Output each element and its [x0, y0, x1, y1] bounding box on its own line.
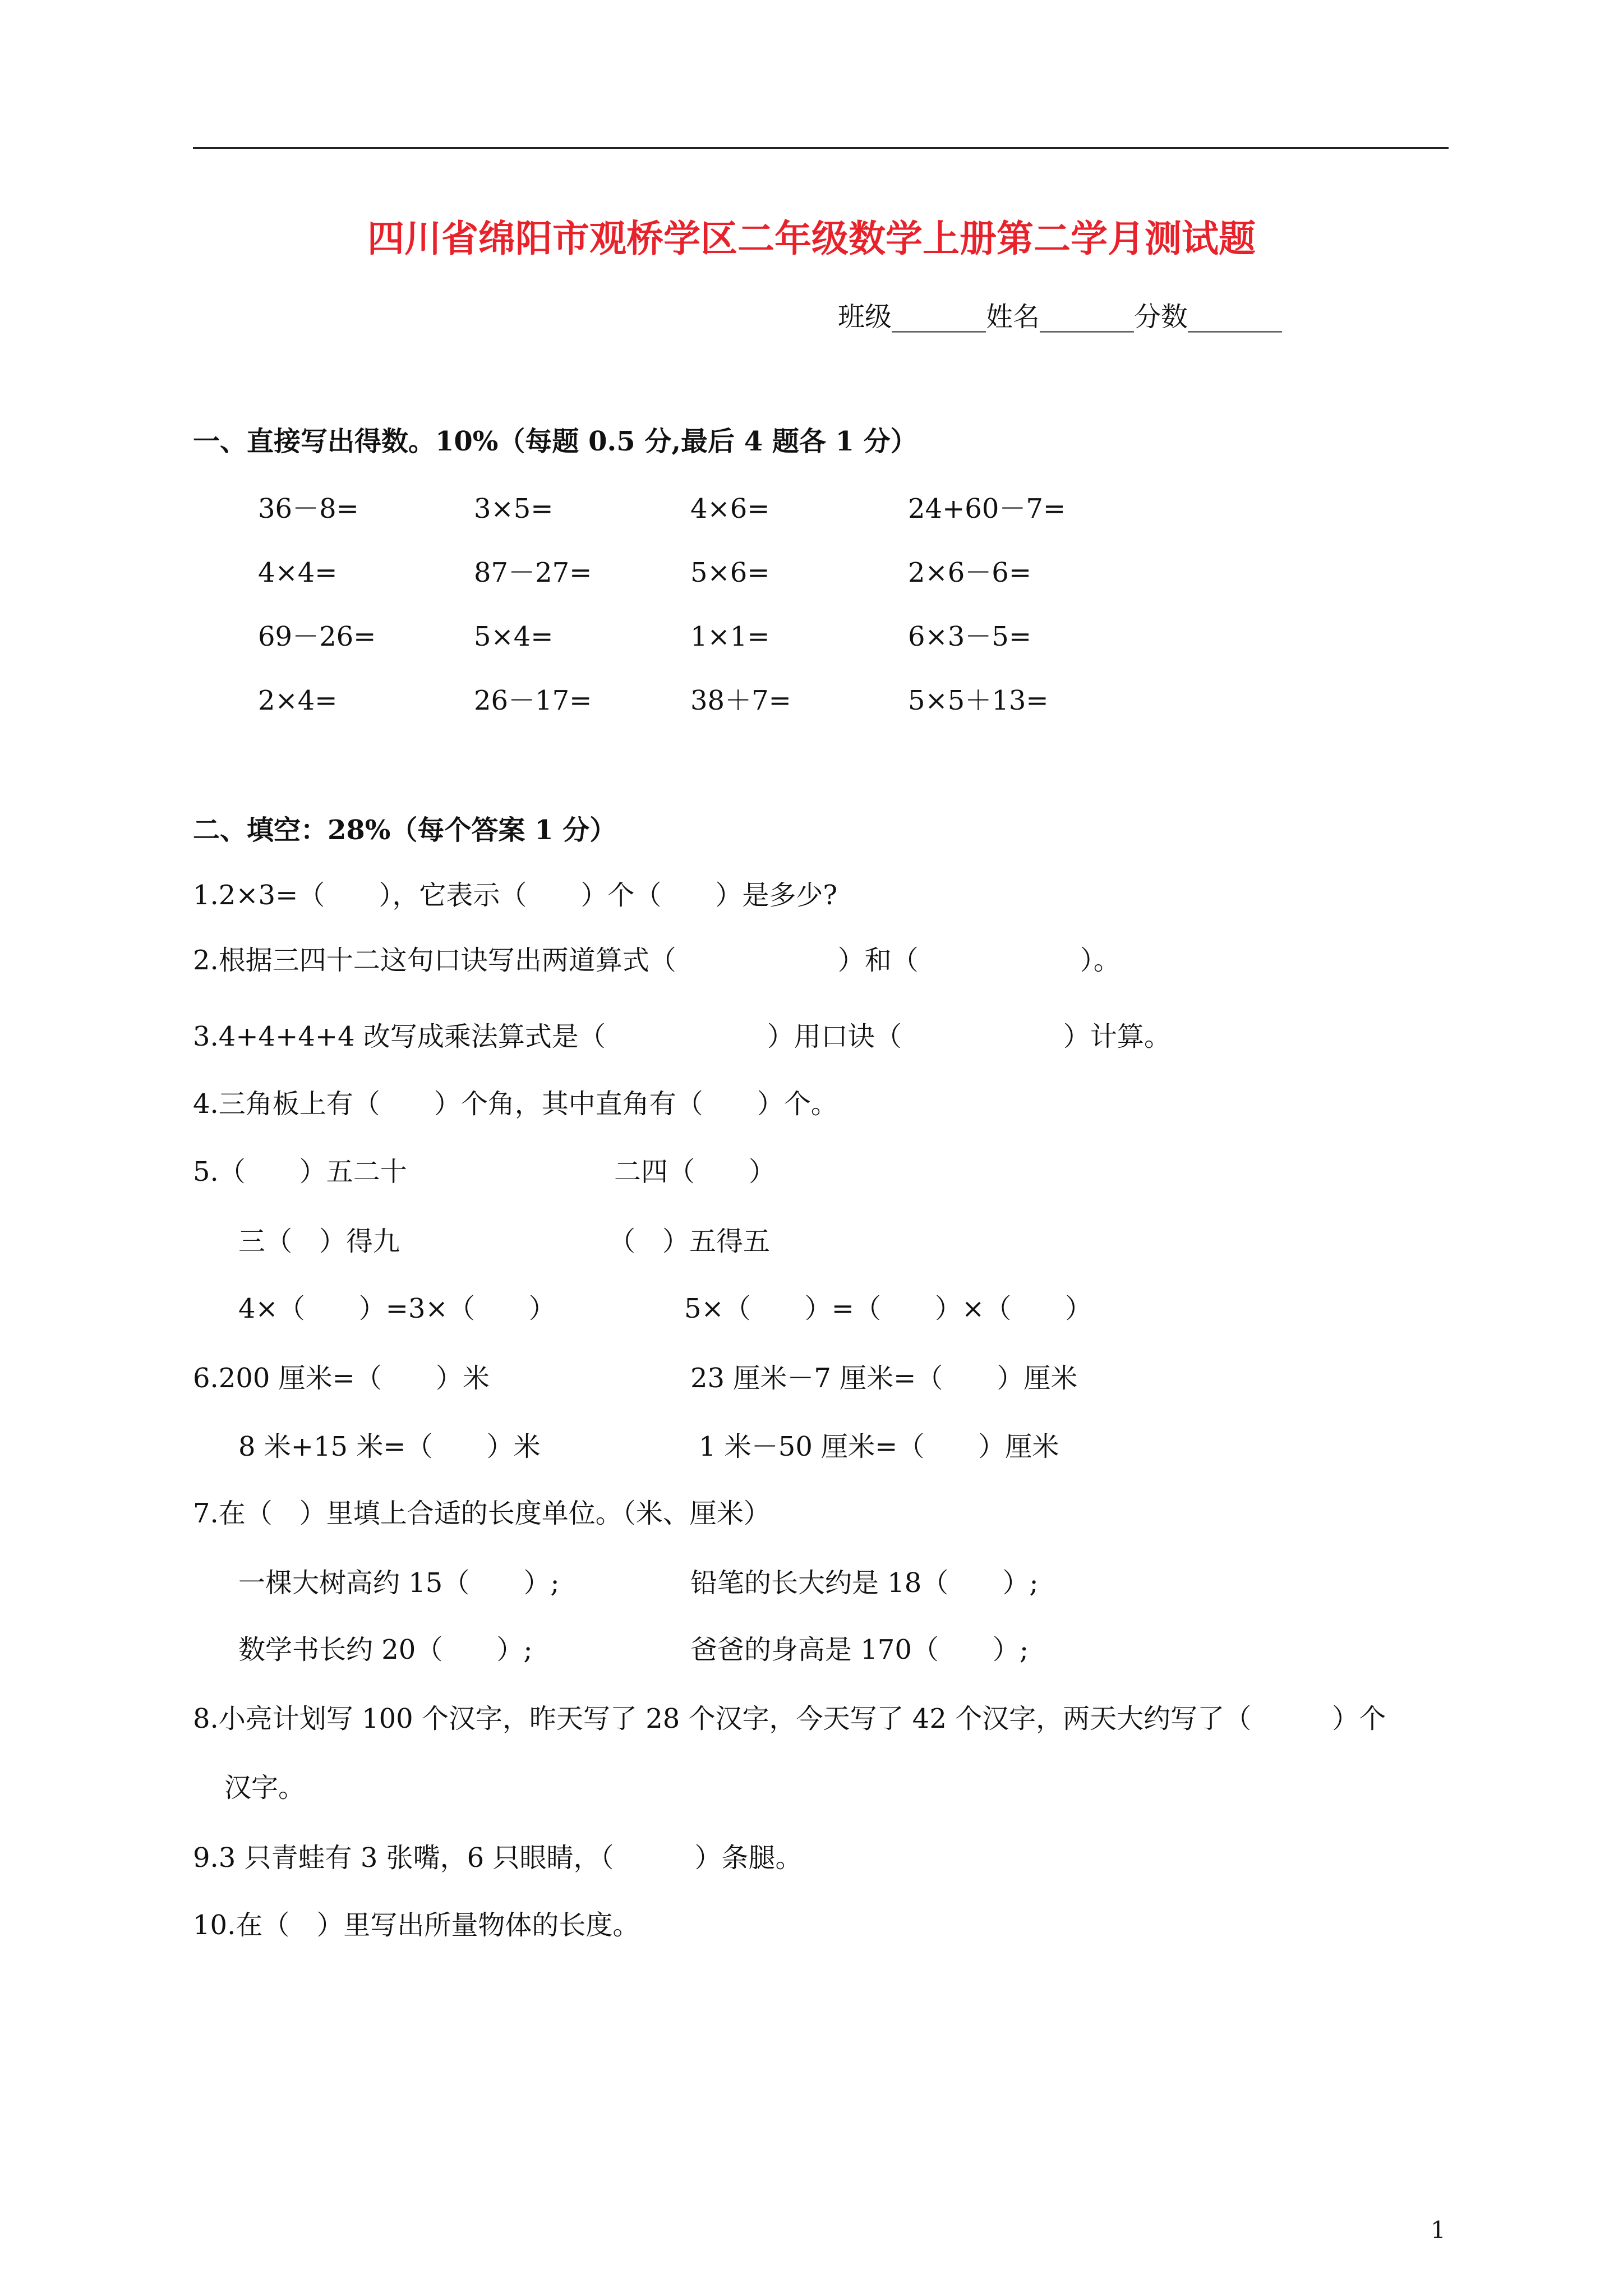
question-5-item: 5.（ ）五二十 — [193, 1156, 407, 1188]
calc-item: 24+60－7= — [908, 493, 1066, 524]
document-title: 四川省绵阳市观桥学区二年级数学上册第二学月测试题 — [367, 217, 1256, 260]
calc-item: 4×6= — [690, 493, 770, 524]
question-5-item: 4×（ ）=3×（ ） — [238, 1293, 556, 1324]
calc-item: 36－8= — [258, 493, 359, 524]
question-9: 9.3 只青蛙有 3 张嘴，6 只眼睛，（ ）条腿。 — [193, 1842, 803, 1874]
question-3: 3.4+4+4+4 改写成乘法算式是（ ）用口诀（ ）计算。 — [193, 1021, 1171, 1052]
calc-item: 5×5＋13= — [908, 685, 1049, 716]
section-1-heading: 一、直接写出得数。10%（每题 0.5 分,最后 4 题各 1 分） — [193, 426, 917, 457]
calc-item: 5×6= — [690, 557, 770, 588]
question-7-item: 一棵大树高约 15（ ）; — [238, 1567, 560, 1599]
student-info-line: 班级_______姓名_______分数_______ — [838, 301, 1283, 333]
question-6-item: 23 厘米－7 厘米=（ ）厘米 — [690, 1363, 1078, 1394]
calc-item: 87－27= — [474, 557, 592, 588]
question-7-item: 数学书长约 20（ ）; — [238, 1634, 533, 1665]
page-number: 1 — [1431, 2216, 1446, 2244]
calc-item: 1×1= — [690, 621, 770, 652]
question-5-item: 三（ ）得九 — [238, 1226, 400, 1257]
question-8-continuation: 汉字。 — [224, 1772, 306, 1803]
calc-item: 38＋7= — [690, 685, 791, 716]
calc-item: 6×3－5= — [908, 621, 1032, 652]
calc-item: 26－17= — [474, 685, 592, 716]
question-1: 1.2×3=（ ），它表示（ ）个（ ）是多少? — [193, 880, 838, 911]
header-rule — [193, 147, 1449, 149]
question-7-item: 爸爸的身高是 170（ ）; — [690, 1634, 1029, 1665]
question-5-item: （ ）五得五 — [608, 1226, 771, 1257]
calc-item: 69－26= — [258, 621, 376, 652]
question-6-item: 1 米－50 厘米=（ ）厘米 — [699, 1431, 1059, 1462]
question-6-item: 6.200 厘米=（ ）米 — [193, 1363, 490, 1394]
question-7-item: 铅笔的长大约是 18（ ）; — [690, 1567, 1039, 1599]
calc-item: 4×4= — [258, 557, 338, 588]
calc-item: 5×4= — [474, 621, 554, 652]
question-6-item: 8 米+15 米=（ ）米 — [238, 1431, 541, 1462]
question-4: 4.三角板上有（ ）个角，其中直角有（ ）个。 — [193, 1088, 838, 1120]
calc-item: 2×4= — [258, 685, 338, 716]
calc-item: 3×5= — [474, 493, 554, 524]
calc-item: 2×6－6= — [908, 557, 1032, 588]
question-8: 8.小亮计划写 100 个汉字，昨天写了 28 个汉字，今天写了 42 个汉字，两天大约写了（ ）个 — [193, 1703, 1386, 1734]
section-2-heading: 二、填空：28%（每个答案 1 分） — [193, 815, 617, 846]
question-2: 2.根据三四十二这句口诀写出两道算式（ ）和（ ）。 — [193, 945, 1121, 976]
question-7: 7.在（ ）里填上合适的长度单位。（米、厘米） — [193, 1498, 771, 1529]
question-5-item: 5×（ ）=（ ）×（ ） — [684, 1293, 1092, 1324]
question-10: 10.在（ ）里写出所量物体的长度。 — [193, 1910, 640, 1941]
question-5-item: 二四（ ） — [614, 1156, 776, 1188]
